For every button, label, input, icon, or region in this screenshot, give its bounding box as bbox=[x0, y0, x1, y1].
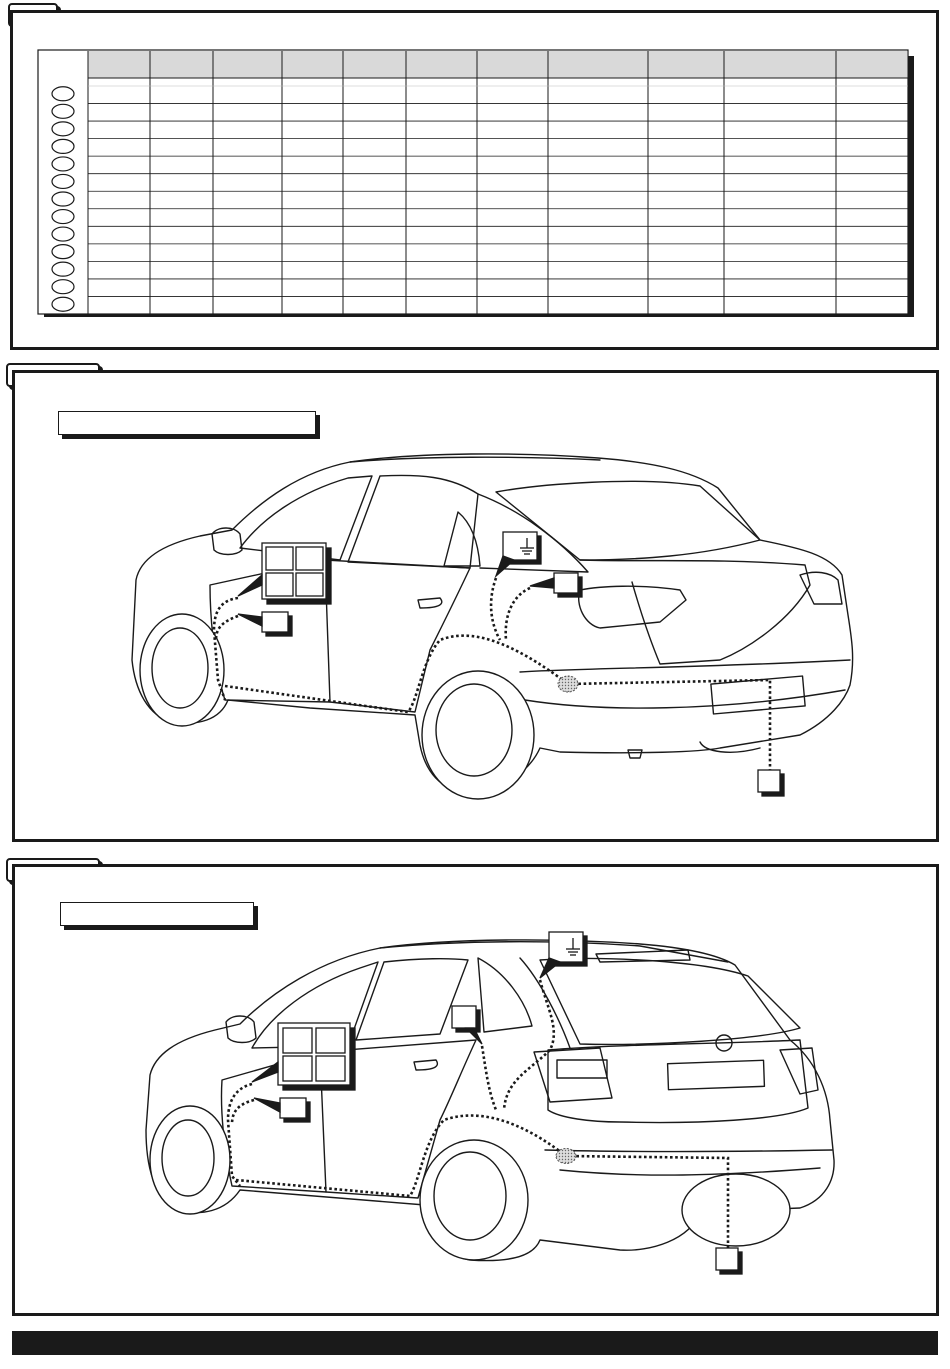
hatchback-box-a bbox=[280, 1098, 306, 1118]
row-marker bbox=[52, 122, 74, 136]
row-marker bbox=[52, 245, 74, 259]
sedan-box-b bbox=[554, 573, 578, 593]
row-marker bbox=[52, 157, 74, 171]
hatchback-lamp-cell-1 bbox=[283, 1028, 312, 1053]
sedan-trunk-lid bbox=[580, 560, 810, 664]
hatchback-lamp-cell-4 bbox=[316, 1056, 345, 1081]
row-marker bbox=[52, 192, 74, 206]
sedan-lamp-cell-3 bbox=[266, 573, 293, 596]
hatchback-tail-light-left bbox=[534, 1048, 612, 1102]
hatchback-box-c bbox=[716, 1248, 738, 1270]
sedan-rear-wheel bbox=[422, 671, 534, 799]
hatchback-tail-light-right bbox=[780, 1048, 818, 1094]
hatchback-plate-recess bbox=[557, 1060, 607, 1078]
sedan-box-a bbox=[262, 612, 288, 632]
sedan-tail-light-left bbox=[579, 586, 686, 628]
row-marker bbox=[52, 280, 74, 294]
hatchback-license-plate bbox=[668, 1060, 765, 1089]
hatchback-box-b bbox=[452, 1006, 476, 1028]
row-marker bbox=[52, 87, 74, 101]
wiring-table bbox=[38, 50, 914, 317]
sedan-lamp-cell-4 bbox=[296, 573, 323, 596]
table-header-row bbox=[88, 51, 908, 78]
hatchback-lamp-cell-3 bbox=[283, 1056, 312, 1081]
row-marker bbox=[52, 227, 74, 241]
hatchback-box-a-pointer bbox=[254, 1098, 280, 1112]
sedan-box-b-pointer bbox=[530, 578, 554, 588]
hatchback-lamp-cell-2 bbox=[316, 1028, 345, 1053]
sedan-connector-point bbox=[558, 676, 578, 692]
sedan-front-door-handle bbox=[418, 598, 442, 608]
sedan-lamp-cell-1 bbox=[266, 547, 293, 570]
hatchback-rear-wheel bbox=[420, 1140, 528, 1260]
sedan-box-a-pointer bbox=[238, 614, 262, 626]
hatchback-ground-box bbox=[549, 932, 583, 962]
sedan-tail-light-right bbox=[800, 572, 842, 604]
row-marker bbox=[52, 262, 74, 276]
hatchback-window-quarter bbox=[478, 958, 532, 1032]
hatchback-rear-bumper bbox=[545, 1150, 832, 1175]
hatchback-window-rear bbox=[356, 959, 468, 1040]
sedan-box-c bbox=[758, 770, 780, 792]
hatchback-connector-point bbox=[556, 1149, 576, 1164]
sedan-car bbox=[132, 454, 853, 799]
sedan-exhaust bbox=[628, 750, 642, 758]
hatchback-car bbox=[146, 940, 834, 1261]
row-marker bbox=[52, 297, 74, 311]
hatchback-tailgate bbox=[548, 1040, 808, 1122]
row-marker bbox=[52, 104, 74, 118]
hatchback-lamp-pointer bbox=[252, 1062, 278, 1082]
hatchback-ground-pointer bbox=[540, 958, 560, 978]
sedan-ground-box bbox=[503, 532, 537, 560]
table-frame bbox=[38, 50, 908, 314]
sedan-ground-pointer bbox=[496, 556, 514, 576]
sedan-side-mirror bbox=[212, 528, 242, 555]
sedan-lamp-cell-2 bbox=[296, 547, 323, 570]
row-marker bbox=[52, 174, 74, 188]
row-marker bbox=[52, 139, 74, 153]
row-marker bbox=[52, 210, 74, 224]
hatchback-side-mirror bbox=[226, 1016, 256, 1043]
hatchback-door-handle bbox=[414, 1060, 437, 1070]
hatchback-far-wheel bbox=[682, 1174, 790, 1246]
